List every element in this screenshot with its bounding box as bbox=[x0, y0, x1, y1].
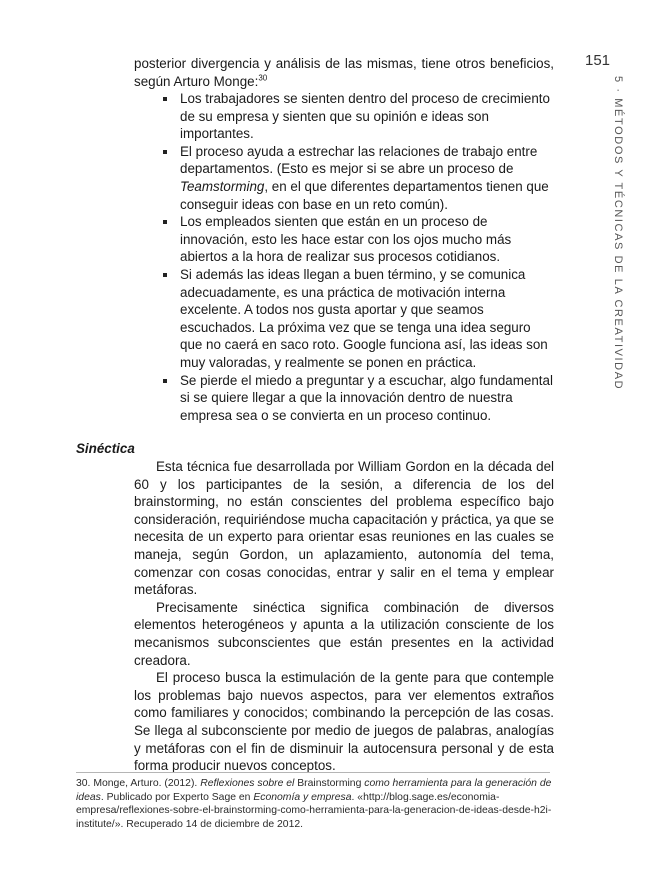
footnote-number: 30. bbox=[76, 778, 91, 789]
body-paragraph: Precisamente sinéctica significa combinación de diversos elementos heterogéneos y apunta a la utilización consciente de los mecanismos subconscientes que están presentes en la actividad creadora. bbox=[134, 599, 554, 668]
section-body bbox=[134, 458, 554, 775]
intro-text: posterior divergencia y análisis de las mismas, tiene otros beneficios, según Arturo Monge: bbox=[134, 56, 554, 89]
section-heading: Sinéctica bbox=[76, 441, 135, 456]
list-item: Se pierde el miedo a preguntar y a escuchar, algo fundamental si se quiere llegar a que la innovación dentro de nuestra empresa sea o se convierta en un proceso continuo. bbox=[160, 372, 556, 425]
footnote-ref[interactable]: 30 bbox=[258, 73, 268, 83]
list-item: Los empleados sienten que están en un proceso de innovación, esto les hace estar con los ojos mucho más abiertos a la hora de realizar sus procesos cotidianos. bbox=[160, 213, 556, 266]
page-number: 151 bbox=[585, 52, 611, 69]
list-item-text: , en el que diferentes departamentos tienen que conseguir ideas con base en un reto común). bbox=[180, 178, 549, 212]
footnote-divider bbox=[76, 772, 550, 773]
list-item-text: El proceso ayuda a estrechar las relaciones de trabajo entre departamentos. (Esto es mejor si se abre un proceso de bbox=[180, 143, 538, 177]
footnote-title: como herramienta para la generación de ideas bbox=[76, 778, 552, 803]
body-paragraph: Esta técnica fue desarrollada por William Gordon en la década del 60 y los participantes de la sesión, a diferencia de los del brainstorming, no están conscientes del problema específico bajo consideración, requiriéndose mucha capacitación y práctica, ya que se necesita de un experto para orientar esas reuniones en las cuales se maneja, según Gordon, un aplazamiento, autonomía del tema, comenzar con cosas conocidas, entrar y salir en el tema y emplear metáforas. bbox=[134, 459, 554, 598]
list-item: Si además las ideas llegan a buen término, y se comunica adecuadamente, es una práctica de motivación interna excelente. A todos nos gusta aportar y que seamos escuchados. La próxima vez que se tenga una idea seguro que no caerá en saco roto. Google funciona así, las ideas son muy valoradas, y realmente se ponen en práctica. bbox=[160, 266, 556, 372]
footnote-publisher: . Publicado por Experto Sage en bbox=[100, 791, 254, 803]
body-paragraph: El proceso busca la estimulación de la gente para que contemple los problemas bajo nuevos aspectos, para ver elementos extraños como familiares y conocidos; combinando la percepción de las cosas. Se llega al subconsciente por medio de juegos de palabras, analogías y metáforas con el fin de disminuir la autocensura personal y de esta forma producir nuevos conceptos. bbox=[134, 670, 554, 774]
footnote-title: Brainstorming bbox=[297, 778, 362, 789]
footnote-url[interactable]: . «http://blog.sage.es/economia-empresa/reflexiones-sobre-el-brainstorming-como-herramienta-para-la-generacion-de-ideas-desde-h2i-institute/». Recuperado 14 de diciembre de 2012. bbox=[76, 791, 552, 830]
footnote-title: Reflexiones sobre el bbox=[200, 778, 298, 789]
list-item-emphasis: Teamstorming bbox=[180, 178, 265, 194]
footnote bbox=[76, 777, 556, 831]
list-item bbox=[160, 143, 556, 213]
intro-paragraph bbox=[134, 55, 554, 90]
list-item: Los trabajadores se sienten dentro del proceso de crecimiento de su empresa y sienten que su opinión e ideas son importantes. bbox=[160, 90, 556, 143]
running-head: 5 · MÉTODOS Y TÉCNICAS DE LA CREATIVIDAD bbox=[612, 76, 624, 391]
footnote-source: Economía y empresa bbox=[253, 791, 352, 803]
footnote-author: Monge, Arturo. (2012). bbox=[93, 778, 201, 789]
benefits-list bbox=[160, 90, 556, 424]
